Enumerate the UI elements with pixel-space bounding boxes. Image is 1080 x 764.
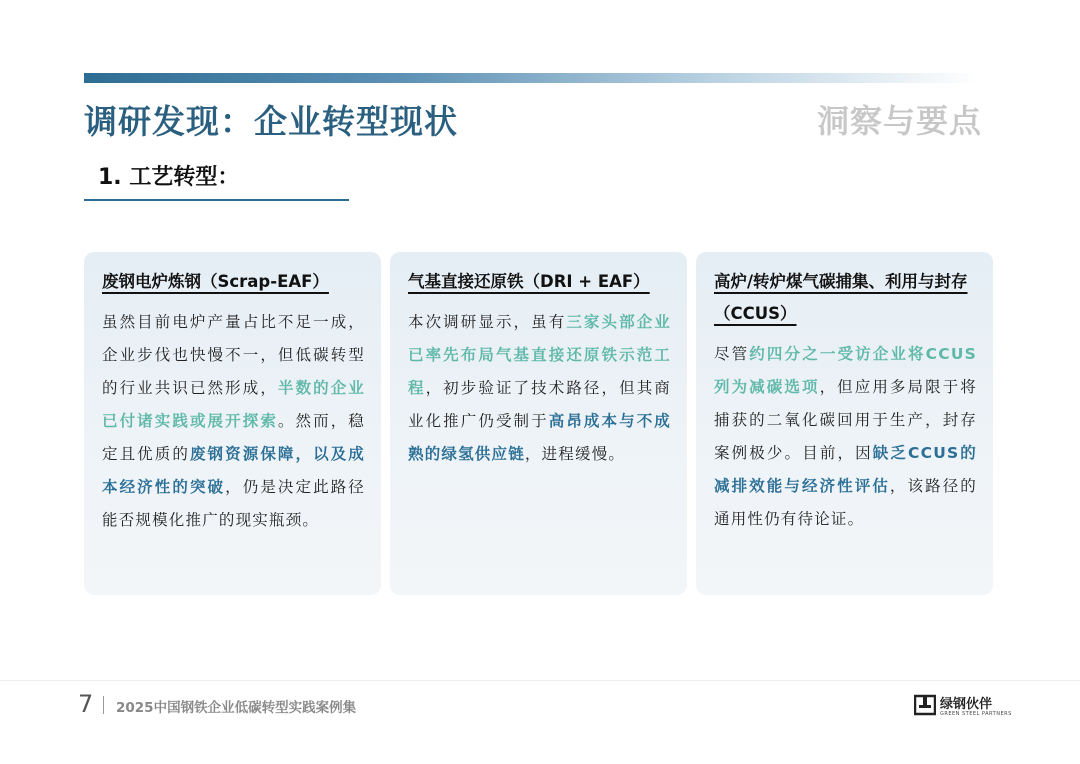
- body-text: ，初步验证了技术路径，但其商业化推广仍受制于: [408, 379, 671, 430]
- card-scrap-eaf: [84, 252, 381, 595]
- body-text: 虽然目前电炉产量占比不足一成，企业步伐也快慢不一，但低碳转型的行业共识已然形成，: [102, 313, 365, 397]
- green-steel-logo-icon: [914, 694, 936, 716]
- card-title: 气基直接还原铁（DRI + EAF）: [408, 272, 650, 291]
- section-corner-label: 洞察与要点: [816, 102, 982, 140]
- card-body: [714, 338, 977, 536]
- page-title: 调研发现：企业转型现状: [84, 102, 458, 141]
- section-underline: [84, 199, 349, 201]
- footer-divider: [0, 680, 1080, 681]
- highlight-text: 半数的企业已付诸实践或展开探索: [102, 379, 365, 430]
- card-title: 废钢电炉炼钢（Scrap-EAF）: [102, 272, 329, 291]
- body-text: ，但应用多局限于将捕获的二氧化碳回用于生产，封存案例极少。目前，因: [714, 378, 977, 462]
- highlight-text: 三家头部企业已率先布局气基直接还原铁示范工程: [408, 313, 671, 397]
- body-text: 尽管: [714, 345, 750, 363]
- logo-name: 绿钢伙伴: [940, 697, 993, 712]
- header-accent-bar: [84, 73, 980, 83]
- report-title: 2025中国钢铁企业低碳转型实践案例集: [116, 700, 357, 716]
- card-ccus: [696, 252, 993, 595]
- body-text: ，进程缓慢。: [524, 445, 626, 463]
- body-text: 本次调研显示，虽有: [408, 313, 567, 331]
- card-body: [408, 306, 671, 471]
- highlight-text: 高昂成本与不成熟的绿氢供应链: [408, 412, 672, 463]
- card-body: [102, 306, 365, 537]
- body-text: ，仍是决定此路径能否规模化推广的现实瓶颈。: [102, 478, 365, 529]
- card-dri-eaf: [390, 252, 687, 595]
- card-title: 高炉/转炉煤气碳捕集、利用与封存（CCUS）: [714, 272, 968, 323]
- highlight-text: 约四分之一受访企业将CCUS列为减碳选项: [714, 345, 977, 396]
- highlight-text: 废钢资源保障，以及成本经济性的突破: [102, 445, 365, 496]
- section-heading: 1. 工艺转型：: [98, 165, 240, 190]
- body-text: 。然而，稳定且优质的: [102, 412, 365, 463]
- logo-tagline: GREEN STEEL PARTNERS: [940, 711, 1012, 717]
- footer-separator: [103, 696, 104, 714]
- page-number: 7: [78, 690, 94, 718]
- highlight-text: 缺乏CCUS的减排效能与经济性评估: [714, 444, 977, 495]
- body-text: ，该路径的通用性仍有待论证。: [714, 477, 977, 528]
